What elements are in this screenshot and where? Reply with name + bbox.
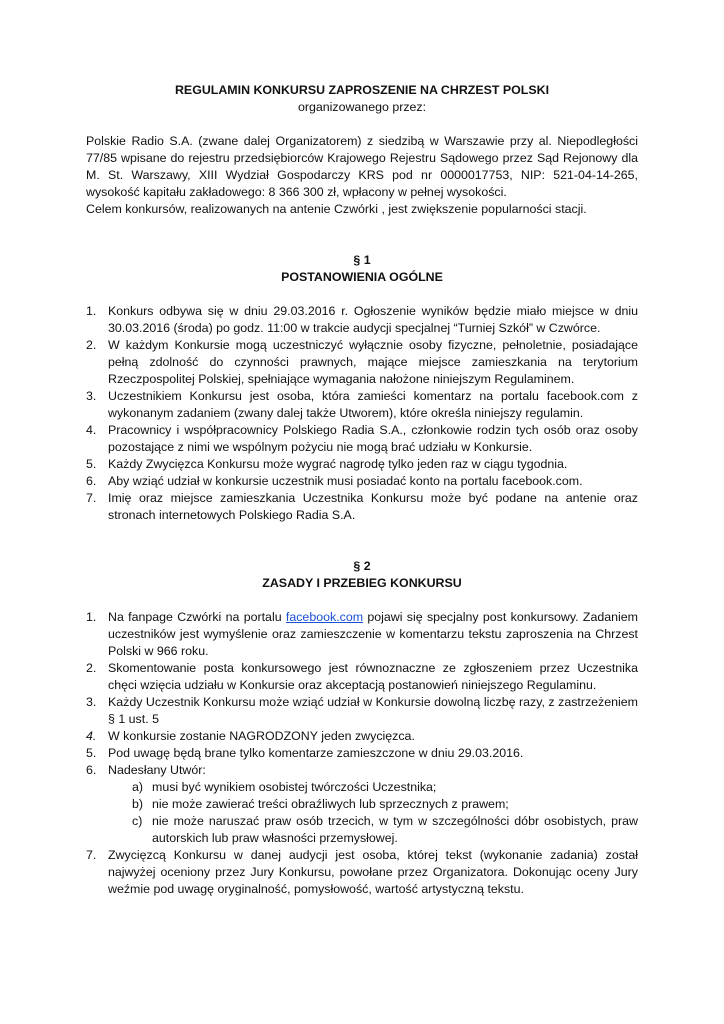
item-number: 6. (86, 474, 97, 488)
list-item (86, 745, 638, 762)
item-text: Pod uwagę będą brane tylko komentarze zamieszczone w dniu 29.03.2016. (108, 746, 524, 760)
list-item (86, 660, 638, 694)
item-number: 6. (86, 763, 97, 777)
list-item (86, 609, 638, 660)
list-item (86, 337, 638, 388)
sub-item-text: nie może zawierać treści obraźliwych lub sprzecznych z prawem; (152, 797, 509, 811)
item-number: 7. (86, 491, 97, 505)
sub-item-text: musi być wynikiem osobistej twórczości Uczestnika; (152, 780, 437, 794)
item-text: W konkursie zostanie NAGRODZONY jeden zwycięzca. (108, 729, 415, 743)
sub-list-item (108, 779, 638, 796)
section2-title: ZASADY I PRZEBIEG KONKURSU (262, 576, 462, 590)
sub-item-text: nie może naruszać praw osób trzecich, w tym w szczególności dóbr osobistych, praw autorskich lub praw własności przemysłowej. (152, 814, 638, 845)
item-number: 5. (86, 457, 97, 471)
item-number: 1. (86, 610, 97, 624)
document-subtitle: organizowanego przez: (297, 100, 427, 114)
sub-list-item (108, 796, 638, 813)
list-item (86, 847, 638, 898)
list-item (86, 490, 638, 524)
sub-list-item (108, 813, 638, 847)
item-text: Pracownicy i współpracownicy Polskiego Radia S.A., członkowie rodzin tych osób oraz osoby pozostające z nimi we wspólnym pożyciu nie mogą brać udziału w Konkursie. (108, 423, 638, 454)
item-number: 3. (86, 389, 97, 403)
item-text: Skomentowanie posta konkursowego jest równoznaczne ze zgłoszeniem przez Uczestnika chęci wzięcia udziału w Konkursie oraz akceptacją postanowień niniejszego Regulaminu. (108, 661, 638, 692)
item-text: Nadesłany Utwór: (108, 763, 206, 777)
list-item (86, 473, 638, 490)
facebook-link[interactable]: facebook.com (285, 610, 364, 624)
item-number: 7. (86, 848, 97, 862)
purpose-paragraph: Celem konkursów, realizowanych na antenie Czwórki , jest zwiększenie popularności stacji. (86, 202, 587, 216)
sub-list (108, 779, 638, 847)
list-item (86, 694, 638, 728)
item-number: 4. (86, 729, 97, 743)
item-text: Imię oraz miejsce zamieszkania Uczestnika Konkursu może być podane na antenie oraz stronach internetowych Polskiego Radia S.A. (108, 491, 638, 522)
section2-list (86, 609, 638, 898)
item-text: Każdy Zwycięzca Konkursu może wygrać nagrodę tylko jeden raz w ciągu tygodnia. (108, 457, 568, 471)
item-text: Aby wziąć udział w konkursie uczestnik musi posiadać konto na portalu facebook.com. (108, 474, 583, 488)
document-title: REGULAMIN KONKURSU ZAPROSZENIE NA CHRZEST POLSKI (174, 83, 550, 97)
item-text-before: Na fanpage Czwórki na portalu (108, 610, 286, 624)
sub-item-letter: c) (132, 814, 143, 828)
item-text-after: pojawi się specjalny post konkursowy. Zadaniem uczestników jest wymyślenie oraz zamieszczenie w komentarzu tekstu zaproszenia na Chrzest Polski w 966 roku. (108, 610, 638, 658)
sub-item-letter: a) (132, 780, 144, 794)
document-content (86, 82, 638, 898)
item-text: Uczestnikiem Konkursu jest osoba, która zamieści komentarz na portalu facebook.com z wykonanym zadaniem (zwany dalej także Utworem), które określa niniejszy regulamin. (108, 389, 638, 420)
list-item (86, 456, 638, 473)
list-item (86, 388, 638, 422)
list-item (86, 422, 638, 456)
item-text: W każdym Konkursie mogą uczestniczyć wyłącznie osoby fizyczne, pełnoletnie, posiadające pełną zdolność do czynności prawnych, mające miejsce zamieszkania na terytorium Rzeczpospolitej Polskiej, spełniające wymagania nałożone niniejszym Regulaminem. (108, 338, 638, 386)
section1-list (86, 303, 638, 524)
item-number: 2. (86, 338, 97, 352)
item-number: 1. (86, 304, 97, 318)
item-number: 5. (86, 746, 97, 760)
item-number: 2. (86, 661, 97, 675)
list-item (86, 728, 638, 745)
section2-mark: § 2 (353, 559, 371, 573)
item-text: Każdy Uczestnik Konkursu może wziąć udział w Konkursie dowolną liczbę razy, z zastrzeżeniem § 1 ust. 5 (108, 695, 638, 726)
item-number: 4. (86, 423, 97, 437)
item-text: Konkurs odbywa się w dniu 29.03.2016 r. Ogłoszenie wyników będzie miało miejsce w dniu 30.03.2016 (środa) po godz. 11:00 w trakcie audycji specjalnej “Turniej Szkół” w Czwórce. (108, 304, 638, 335)
sub-item-letter: b) (132, 797, 144, 811)
section1-title: POSTANOWIENIA OGÓLNE (281, 270, 443, 284)
list-item (86, 762, 638, 847)
section1-mark: § 1 (353, 253, 371, 267)
organizer-paragraph: Polskie Radio S.A. (zwane dalej Organizatorem) z siedzibą w Warszawie przy al. Niepodległości 77/85 wpisane do rejestru przedsiębiorców Krajowego Rejestru Sądowego przez Sąd Rejonowy dla M. St. Warszawy, XIII Wydział Gospodarczy KRS pod nr 0000017753, NIP: 521-04-14-265, wysokość kapitału zakładowego: 8 366 300 zł, wpłacony w pełnej wysokości. (86, 134, 638, 199)
list-item (86, 303, 638, 337)
item-number: 3. (86, 695, 97, 709)
item-text: Zwycięzcą Konkursu w danej audycji jest osoba, której tekst (wykonanie zadania) został najwyżej oceniony przez Jury Konkursu, powołane przez Organizatora. Dokonując oceny Jury weźmie pod uwagę oryginalność, pomysłowość, wartość artystyczną tekstu. (108, 848, 638, 896)
